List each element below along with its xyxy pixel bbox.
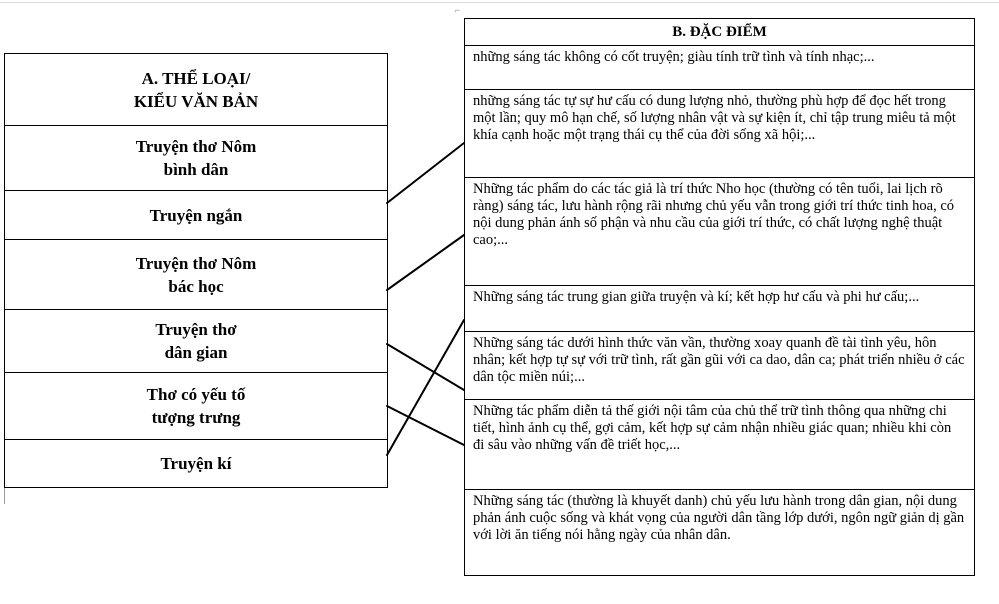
genre-cell-truyen-ki: [5, 440, 388, 488]
match-line-2: [387, 143, 464, 203]
genre-row: [5, 126, 388, 191]
feature-header-row: [465, 19, 975, 46]
feature-cell-3: Những tác phẩm do các tác giả là trí thức Nho học (thường có tên tuổi, lai lịch rõ ràng) sáng tác, lưu hành rộng rãi nhưng chủ yếu vẫn trong giới trí thức tinh hoa, có nội dung phản ánh số phận và nhu cầu của giới trí thức, có chất lượng nghệ thuật cao;...: [465, 178, 975, 286]
feature-cell-7: Những sáng tác (thường là khuyết danh) chủ yếu lưu hành trong dân gian, nội dung phản ánh cuộc sống và khát vọng của người dân tầng lớp dưới, ngôn ngữ giản dị gần với lời ăn tiếng nói hằng ngày của nhân dân.: [465, 490, 975, 576]
feature-row: [465, 178, 975, 286]
match-line-4: [387, 344, 464, 390]
genre-label: Truyện thơ: [155, 320, 237, 339]
genre-label: Truyện thơ Nôm: [135, 137, 257, 156]
feature-cell-6: Những tác phẩm diễn tả thế giới nội tâm của chủ thể trữ tình thông qua những chi tiết, hình ảnh cụ thể, gợi cảm, kết hợp sự cảm nhận nhiều giác quan; nhiều khi còn đi sâu vào những vấn đề triết học,...: [465, 400, 975, 490]
genre-header-line2: KIỂU VĂN BẢN: [133, 91, 259, 111]
genre-row: [5, 191, 388, 240]
genre-label: Truyện ngắn: [149, 205, 243, 225]
genre-label: Truyện kí: [160, 454, 232, 473]
genre-header-cell: [5, 54, 388, 126]
feature-row: [465, 400, 975, 490]
genre-row: [5, 240, 388, 310]
genre-cell-truyen-ngan: [5, 191, 388, 240]
page-margin-tick: [4, 486, 5, 504]
feature-cell-5: Những sáng tác dưới hình thức văn vần, thường xoay quanh đề tài tình yêu, hôn nhân; kết hợp tự sự với trữ tình, rất gần gũi với ca dao, dân ca; phát triển nhiều ở các dân tộc miền núi;...: [465, 332, 975, 400]
feature-row: [465, 90, 975, 178]
genre-label: dân gian: [164, 343, 228, 362]
genre-label: tượng trưng: [151, 408, 241, 427]
cursor-mark-icon: ⌐: [455, 5, 461, 15]
genre-header-line1: A. THỂ LOẠI/: [141, 68, 251, 88]
genre-cell-truyen-tho-dan-gian: [5, 310, 388, 373]
match-line-3: [387, 235, 464, 290]
feature-table: [464, 18, 975, 576]
genre-row: [5, 373, 388, 440]
feature-cell-4: Những sáng tác trung gian giữa truyện và kí; kết hợp hư cấu và phi hư cấu;...: [465, 286, 975, 332]
genre-table: [4, 53, 388, 488]
match-line-5: [387, 406, 464, 445]
feature-row: [465, 332, 975, 400]
feature-cell-1: những sáng tác không có cốt truyện; giàu tính trữ tình và tính nhạc;...: [465, 46, 975, 90]
feature-cell-2: những sáng tác tự sự hư cấu có dung lượng nhỏ, thường phù hợp để đọc hết trong một lần; quy mô hạn chế, số lượng nhân vật và sự kiện ít, chỉ tập trung miêu tả một khía cạnh hoặc một trạng thái cụ thể của đời sống xã hội;...: [465, 90, 975, 178]
genre-header-row: [5, 54, 388, 126]
feature-header-cell: B. ĐẶC ĐIỂM: [465, 19, 975, 46]
genre-row: [5, 310, 388, 373]
genre-cell-tho-co-yeu-to-tuong-trung: [5, 373, 388, 440]
feature-row: [465, 286, 975, 332]
genre-label: bình dân: [163, 160, 229, 179]
genre-label: Thơ có yếu tố: [146, 385, 246, 404]
genre-label: bác học: [168, 276, 224, 296]
feature-row: [465, 46, 975, 90]
top-border-line: [0, 2, 999, 3]
feature-row: [465, 490, 975, 576]
genre-label: Truyện thơ Nôm: [135, 253, 257, 273]
genre-row: [5, 440, 388, 488]
genre-cell-truyen-tho-nom-bac-hoc: [5, 240, 388, 310]
genre-cell-truyen-tho-nom-binh-dan: [5, 126, 388, 191]
match-line-6: [387, 320, 464, 455]
